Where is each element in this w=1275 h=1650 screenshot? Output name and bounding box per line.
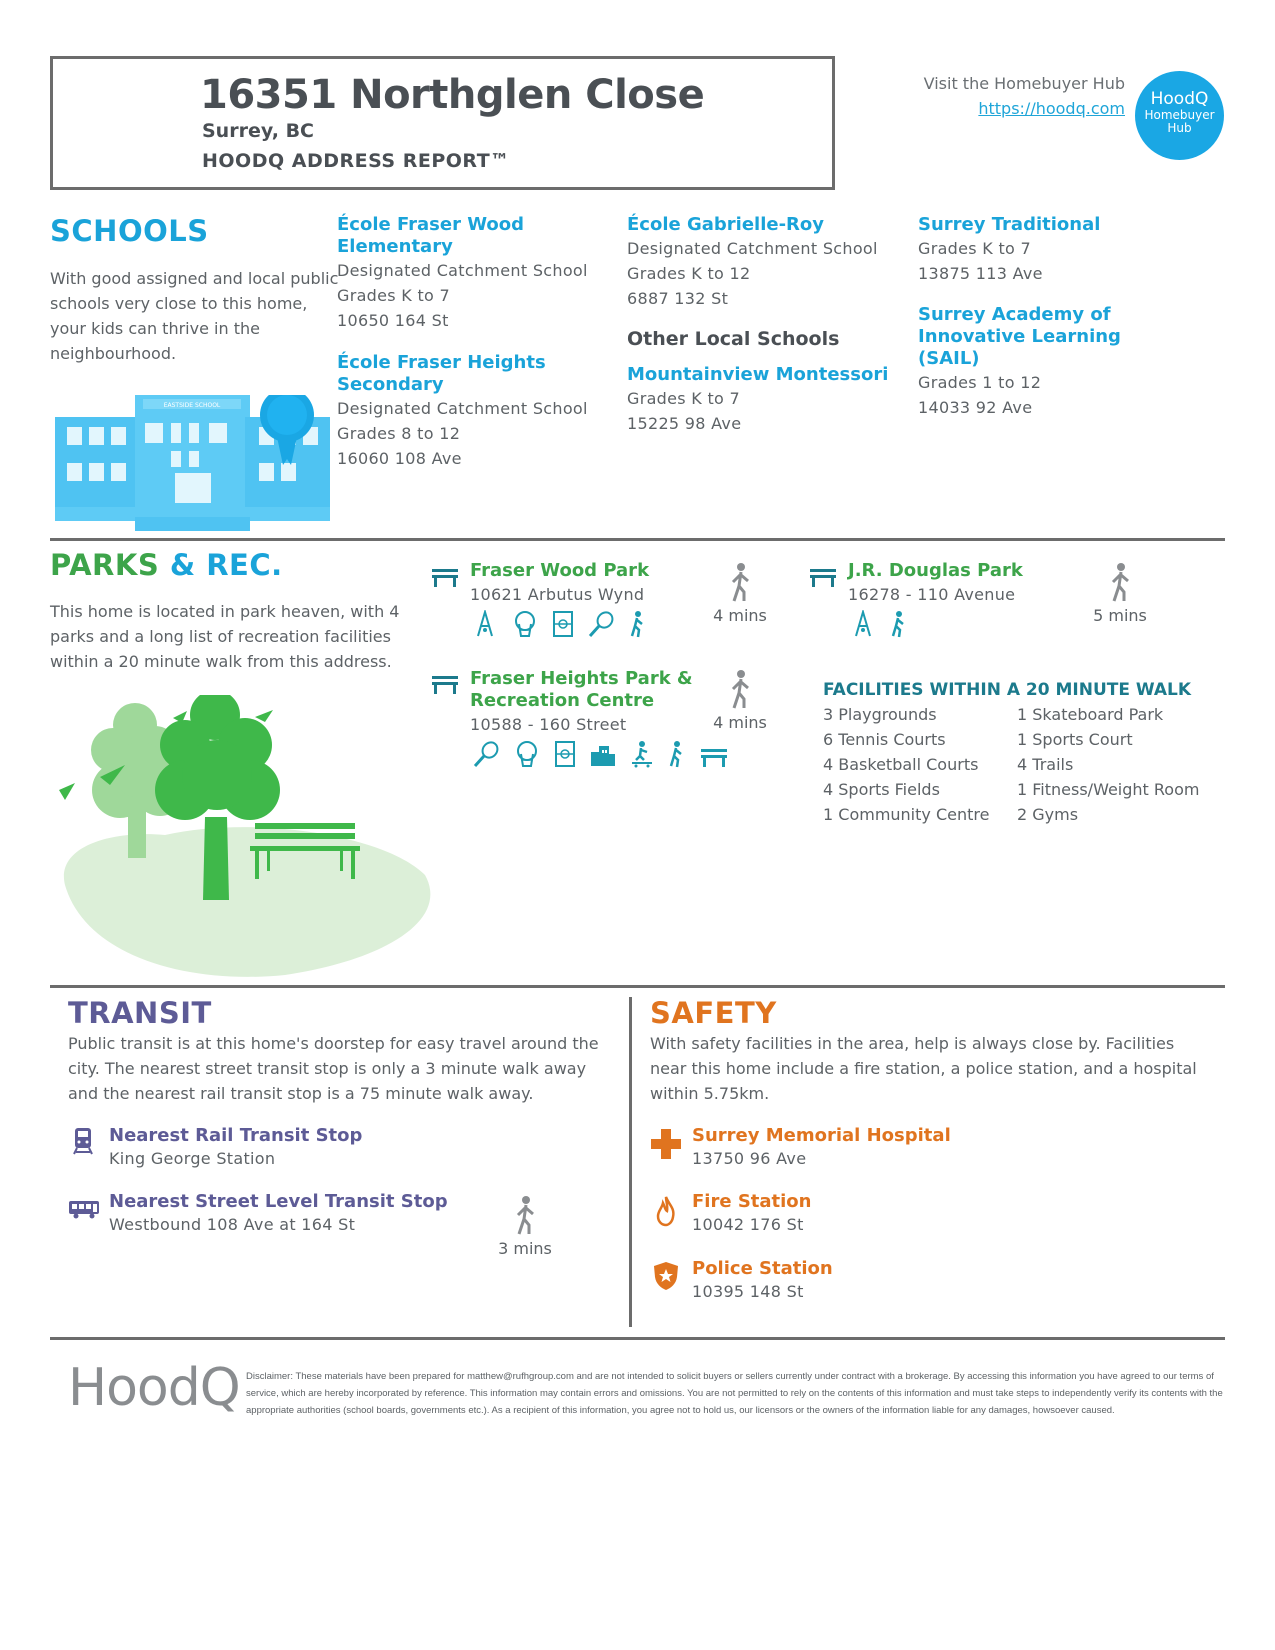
street-stop-value: Westbound 108 Ave at 164 St <box>109 1215 356 1234</box>
address-city: Surrey, BC <box>202 120 315 142</box>
walk-minutes: 5 mins <box>1093 606 1147 625</box>
facilities-left-list <box>823 702 989 827</box>
trail-icon <box>889 610 907 642</box>
park-name[interactable]: Fraser Wood Park <box>470 560 650 581</box>
hospital-item <box>692 1125 951 1171</box>
police-item <box>692 1258 833 1304</box>
safety-description: With safety facilities in the area, help is always close by. Facilities near this home include a fire station, a police station, and a hospital within 5.75km. <box>650 1034 1197 1103</box>
trail-icon <box>628 610 646 642</box>
train-icon <box>72 1126 94 1156</box>
facilities-heading: FACILITIES WITHIN A 20 MINUTE WALK <box>823 680 1192 700</box>
disclaimer-text: Disclaimer: These materials have been prepared for matthew@rufhgroup.com and are not intended to solicit buyers or sellers currently under contract with a brokerage. By accessing this information you have agreed to our terms of service, which are hereby incorporated by reference. This information may contain errors and omissions. You are not permitted to rely on the contents of this information and must take steps to independently verify its contents with the appropriate authorities (school boards, governments etc.). As a recipient of this information, you agree not to hold us, our licensors or the owners of the information liable for any damages, howsoever caused. <box>246 1371 1223 1416</box>
bus-icon <box>68 1199 100 1219</box>
walk-minutes: 3 mins <box>498 1239 552 1258</box>
school-grades: Grades K to 12 <box>627 264 751 283</box>
basketball-icon <box>513 740 541 772</box>
report-label: HOODQ ADDRESS REPORT™ <box>202 150 510 172</box>
school-name[interactable]: Surrey Academy of Innovative Learning (SAIL) <box>918 304 1121 369</box>
fire-item <box>692 1191 812 1237</box>
school-grades: Grades 8 to 12 <box>337 424 461 443</box>
school-card <box>627 364 897 436</box>
parks-heading-b: & REC. <box>169 548 283 582</box>
facility-item: 1 Community Centre <box>823 805 990 824</box>
school-name[interactable]: École Fraser Heights Secondary <box>337 352 546 395</box>
playground-icon <box>850 610 876 642</box>
park-address: 16278 - 110 Avenue <box>848 585 1016 604</box>
school-card <box>627 214 897 311</box>
transit-description: Public transit is at this home's doorstep for easy travel around the city. The nearest street transit stop is only a 3 minute walk away and the nearest rail transit stop is a 75 minute walk away. <box>68 1034 599 1103</box>
school-type: Designated Catchment School <box>337 399 588 418</box>
school-grades: Grades K to 7 <box>337 286 451 305</box>
school-name[interactable]: Surrey Traditional <box>918 214 1101 235</box>
park-address: 10588 - 160 Street <box>470 715 627 734</box>
police-label[interactable]: Police Station <box>692 1258 833 1279</box>
section-divider <box>50 1337 1225 1340</box>
school-illustration <box>55 395 330 535</box>
hub-badge[interactable] <box>1135 71 1224 160</box>
safety-heading: SAFETY <box>650 996 777 1030</box>
school-address: 10650 164 St <box>337 311 449 330</box>
park-card <box>470 560 710 607</box>
hub-text: Visit the Homebuyer Hub <box>923 74 1125 93</box>
walking-icon <box>728 562 752 602</box>
school-card <box>918 304 1188 420</box>
parks-heading <box>50 548 283 582</box>
school-address: 13875 113 Ave <box>918 264 1043 283</box>
bench-icon <box>699 746 729 772</box>
facility-item: 4 Sports Fields <box>823 780 940 799</box>
schools-description: With good assigned and local public schools very close to this home, your kids can thrive in the neighbourhood. <box>50 269 339 363</box>
school-name[interactable]: École Fraser Wood Elementary <box>337 214 525 257</box>
sports-field-icon <box>552 610 574 642</box>
park-amenity-icons <box>472 740 737 772</box>
hub-link[interactable]: https://hoodq.com <box>978 99 1125 118</box>
bench-icon <box>808 566 838 588</box>
transit-heading: TRANSIT <box>68 996 212 1030</box>
fire-icon <box>655 1195 677 1227</box>
school-address: 14033 92 Ave <box>918 398 1033 417</box>
hospital-label[interactable]: Surrey Memorial Hospital <box>692 1125 951 1146</box>
hospital-address: 13750 96 Ave <box>692 1149 807 1168</box>
fire-label[interactable]: Fire Station <box>692 1191 812 1212</box>
schools-heading: SCHOOLS <box>50 214 209 248</box>
walk-minutes: 4 mins <box>713 606 767 625</box>
school-address: 16060 108 Ave <box>337 449 462 468</box>
park-card <box>848 560 1088 607</box>
school-name[interactable]: École Gabrielle-Roy <box>627 214 825 235</box>
fire-address: 10042 176 St <box>692 1215 804 1234</box>
tennis-icon <box>472 740 500 772</box>
hub-badge-title: HoodQ <box>1150 89 1209 109</box>
hospital-cross-icon <box>650 1128 682 1160</box>
walking-icon <box>728 669 752 709</box>
other-schools-heading: Other Local Schools <box>627 328 840 350</box>
facility-item: 3 Playgrounds <box>823 705 937 724</box>
facility-item: 1 Fitness/Weight Room <box>1017 780 1200 799</box>
park-amenity-icons <box>472 610 654 642</box>
street-stop-label[interactable]: Nearest Street Level Transit Stop <box>109 1191 448 1212</box>
parks-heading-a: PARKS <box>50 548 160 582</box>
section-divider <box>50 538 1225 541</box>
school-sign-text: EASTSIDE SCHOOL <box>163 402 221 409</box>
hub-badge-line2: Hub <box>1167 121 1192 135</box>
school-card <box>337 352 607 471</box>
rail-stop-value: King George Station <box>109 1149 276 1168</box>
facility-item: 6 Tennis Courts <box>823 730 946 749</box>
park-card <box>470 668 700 737</box>
rail-stop-label[interactable]: Nearest Rail Transit Stop <box>109 1125 363 1146</box>
park-name[interactable]: J.R. Douglas Park <box>848 560 1023 581</box>
facility-item: 2 Gyms <box>1017 805 1079 824</box>
park-address: 10621 Arbutus Wynd <box>470 585 645 604</box>
hub-badge-line1: Homebuyer <box>1144 108 1215 122</box>
column-divider <box>629 997 632 1327</box>
walk-time <box>1085 562 1155 625</box>
bench-icon <box>430 673 460 695</box>
sports-field-icon <box>554 740 576 772</box>
rail-stop <box>109 1125 362 1171</box>
facility-item: 1 Sports Court <box>1017 730 1133 749</box>
school-grades: Grades K to 7 <box>627 389 741 408</box>
hoodq-logo: HoodQ <box>68 1358 240 1418</box>
street-stop <box>109 1191 448 1237</box>
school-name[interactable]: Mountainview Montessori <box>627 364 889 385</box>
parks-description: This home is located in park heaven, with 4 parks and a long list of recreation facilities within a 20 minute walk from this address. <box>50 602 400 671</box>
bench-icon <box>430 566 460 588</box>
school-address: 15225 98 Ave <box>627 414 742 433</box>
school-grades: Grades K to 7 <box>918 239 1032 258</box>
walk-minutes: 4 mins <box>713 713 767 732</box>
facility-item: 1 Skateboard Park <box>1017 705 1164 724</box>
tennis-icon <box>587 610 615 642</box>
walking-icon <box>513 1195 537 1235</box>
walk-time <box>705 562 775 625</box>
police-shield-icon <box>653 1261 679 1291</box>
park-illustration <box>55 695 435 980</box>
school-type: Designated Catchment School <box>627 239 878 258</box>
park-amenity-icons <box>850 610 915 642</box>
community-centre-icon <box>589 740 617 772</box>
facilities-right-list <box>1017 702 1199 827</box>
police-address: 10395 148 St <box>692 1282 804 1301</box>
school-grades: Grades 1 to 12 <box>918 373 1042 392</box>
school-type: Designated Catchment School <box>337 261 588 280</box>
facility-item: 4 Trails <box>1017 755 1074 774</box>
walk-time <box>490 1195 560 1258</box>
school-address: 6887 132 St <box>627 289 729 308</box>
walking-icon <box>1108 562 1132 602</box>
school-card <box>918 214 1188 286</box>
playground-icon <box>472 610 498 642</box>
park-name[interactable]: Fraser Heights Park & Recreation Centre <box>470 668 693 711</box>
trail-icon <box>667 740 685 772</box>
facility-item: 4 Basketball Courts <box>823 755 979 774</box>
walk-time <box>705 669 775 732</box>
address-title: 16351 Northglen Close <box>200 72 705 118</box>
school-card <box>337 214 607 333</box>
skateboard-icon <box>630 740 654 772</box>
section-divider <box>50 985 1225 988</box>
basketball-icon <box>511 610 539 642</box>
